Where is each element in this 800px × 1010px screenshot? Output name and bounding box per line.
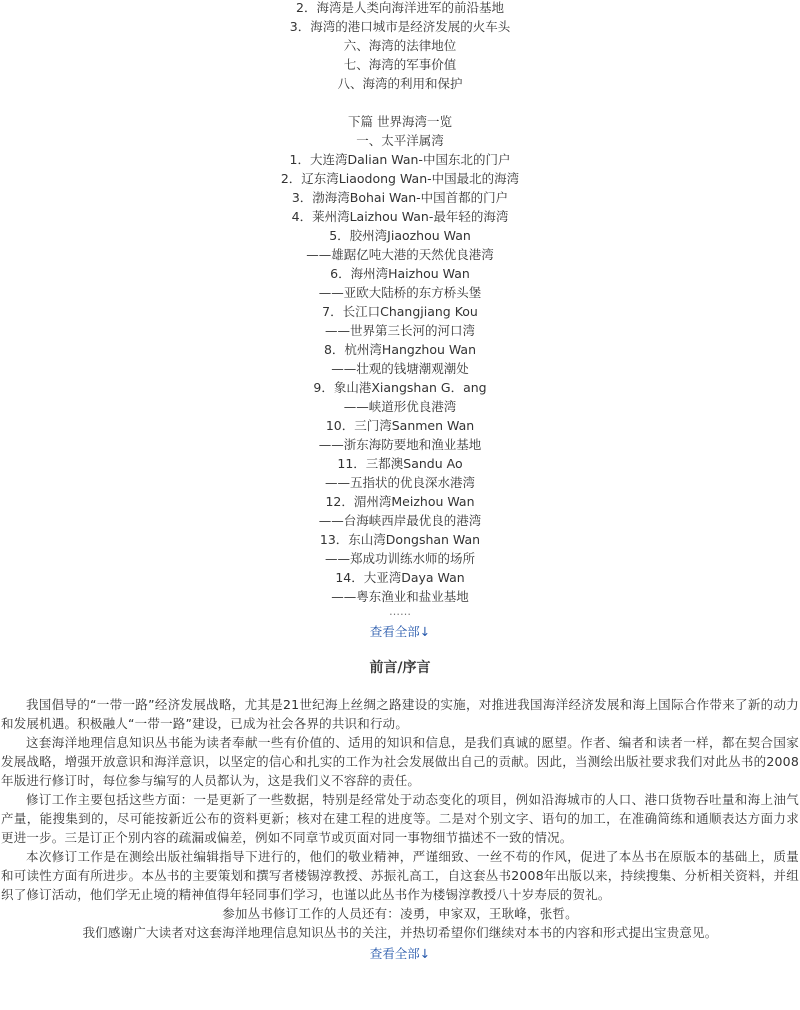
toc-line: 10．三门湾Sanmen Wan [325, 418, 475, 433]
toc-line: 7．长江口Changjiang Kou [322, 304, 478, 319]
preface-paragraph: 参加丛书修订工作的人员还有：凌勇，申家双，王耿峰，张哲。 [222, 906, 578, 921]
preface-heading: 前言/序言 [369, 660, 431, 676]
toc-ellipsis: …… [389, 605, 411, 618]
toc-line: 12．湄州湾Meizhou Wan [325, 494, 475, 509]
toc-line: ——世界第三长河的河口湾 [324, 323, 475, 338]
preface-show-all-link[interactable]: 查看全部↓ [369, 946, 431, 961]
toc-line: ——台海峡西岸最优良的港湾 [318, 513, 482, 528]
toc-chapter-heading: 一、太平洋属湾 [356, 133, 444, 148]
toc-part-heading: 下篇 世界海湾一览 [348, 114, 452, 129]
toc-spacer [0, 93, 800, 112]
preface-paragraph: 我国倡导的“一带一路”经济发展战略，尤其是21世纪海上丝绸之路建设的实施，对推进我国海洋经济发展和海上国际合作带来了新的动力和发展机遇。积极融人“一带一路”建设，已成为社会各界的共识和行动。 [1, 697, 799, 731]
toc-line: 1．大连湾Dalian Wan-中国东北的门户 [289, 152, 511, 167]
toc-line: 3．海湾的港口城市是经济发展的火车头 [289, 19, 511, 34]
toc-line: ——浙东海防要地和渔业基地 [318, 437, 482, 452]
preface-paragraph: 我们感谢广大读者对这套海洋地理信息知识丛书的关注，并热切希望你们继续对本书的内容和形式提出宝贵意见。 [82, 925, 718, 940]
toc-line: ——亚欧大陆桥的东方桥头堡 [318, 285, 482, 300]
toc-line: 6．海州湾Haizhou Wan [330, 266, 470, 281]
toc-line: 5．胶州湾Jiaozhou Wan [329, 228, 471, 243]
preface-body [0, 695, 800, 965]
toc-line: ——郑成功训练水师的场所 [324, 551, 475, 566]
toc-line: 8．杭州湾Hangzhou Wan [323, 342, 477, 357]
toc-line: 14．大亚湾Daya Wan [335, 570, 465, 585]
toc-line: 六、海湾的法律地位 [343, 38, 457, 53]
toc-line: ——峡道形优良港湾 [343, 399, 457, 414]
toc-line: 2．辽东湾Liaodong Wan-中国最北的海湾 [280, 171, 520, 186]
preface-paragraph: 本次修订工作是在测绘出版社编辑指导下进行的，他们的敬业精神，严谨细致、一丝不苟的作风，促进了本丛书在原版本的基础上，质量和可读性方面有所进步。本丛书的主要策划和撰写者楼锡淳教授、苏振礼高工，自这套丛书2008年出版以来，持续搜集、分析相关资料，并组织了修订活动，他们学无止境的精神值得年轻同事们学习，也谨以此丛书作为楼锡淳教授八十岁寿辰的贺礼。 [1, 849, 799, 902]
toc-line: ——壮观的钱塘潮观潮处 [331, 361, 469, 376]
preface-paragraph: 这套海洋地理信息知识丛书能为读者奉献一些有价值的、适用的知识和信息，是我们真诚的愿望。作者、编者和读者一样，都在契合国家发展战略，增强开放意识和海洋意识，以坚定的信心和扎实的工作为社会发展做出自己的贡献。因此，当测绘出版社要求我们对此丛书的2008年版进行修订时，每位参与编写的人员都认为，这是我们义不容辞的责任。 [1, 735, 799, 788]
toc-line: ——五指状的优良深水港湾 [324, 475, 475, 490]
toc-line: 七、海湾的军事价值 [343, 57, 457, 72]
toc-line: 11．三都澳Sandu Ao [337, 456, 463, 471]
toc-line: ——雄踞亿吨大港的天然优良港湾 [306, 247, 494, 262]
toc-line: 八、海湾的利用和保护 [337, 76, 463, 91]
toc-line: 2．海湾是人类向海洋进军的前沿基地 [296, 0, 504, 15]
preface-paragraph: 修订工作主要包括这些方面：一是更新了一些数据，特别是经常处于动态变化的项目，例如沿海城市的人口、港口货物吞吐量和海上油气产量，能搜集到的，尽可能按新近公布的资料更新；核对在建工程的进度等。二是对个别文字、语句的加工，在准确简练和通顺表达方面力求更进一步。三是订正个别内容的疏漏或偏差，例如不同章节或页面对同一事物细节描述不一致的情况。 [1, 792, 799, 845]
toc-line: 4．莱州湾Laizhou Wan-最年轻的海湾 [291, 209, 509, 224]
toc-line: 3．渤海湾Bohai Wan-中国首都的门户 [291, 190, 509, 205]
toc-show-all-link[interactable]: 查看全部↓ [369, 624, 431, 639]
toc-line: ——粤东渔业和盐业基地 [331, 589, 469, 604]
toc-line: 9．象山港Xiangshan G．ang [313, 380, 487, 395]
toc-line: 13．东山湾Dongshan Wan [319, 532, 481, 547]
